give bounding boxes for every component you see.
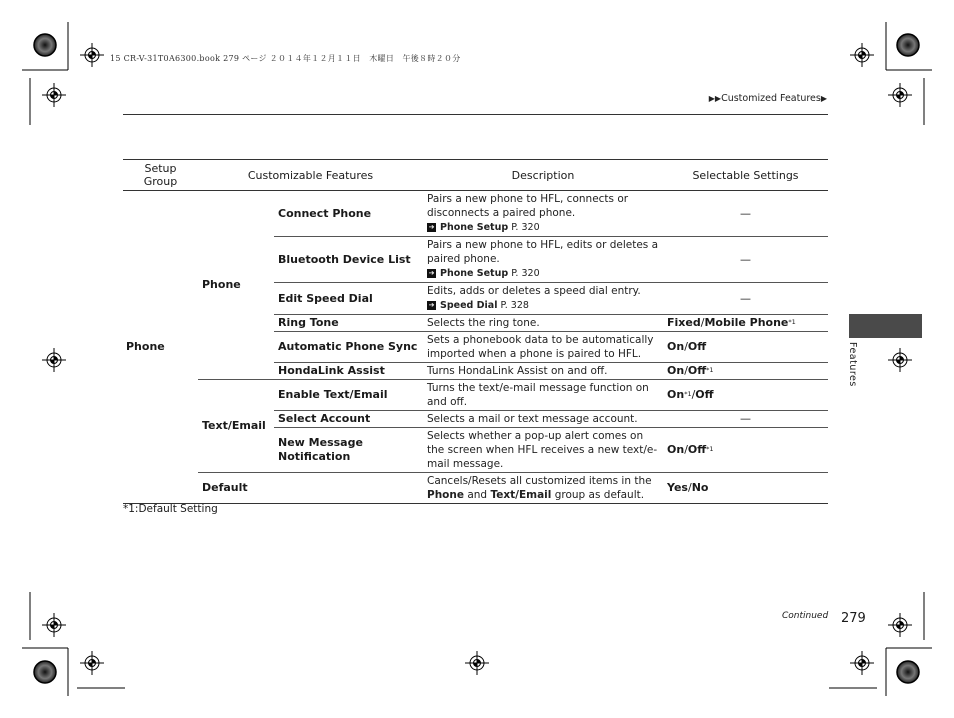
cross-reference[interactable]: ➔ Speed Dial P. 328	[428, 300, 529, 311]
starburst-mark	[897, 34, 919, 56]
cross-reference[interactable]: ➔ Phone Setup P. 320	[428, 222, 540, 233]
subgroup-cell-phone: Phone	[198, 191, 274, 380]
setting-cell: Yes/No	[663, 473, 828, 504]
cross-reference[interactable]: ➔ Phone Setup P. 320	[428, 268, 540, 279]
feature-bluetooth-device-list: Bluetooth Device List	[274, 237, 423, 283]
feature-enable-text-email: Enable Text/Email	[274, 380, 423, 411]
header-description: Description	[423, 160, 663, 191]
breadcrumb-label: Customized Features	[721, 93, 821, 104]
starburst-mark	[897, 661, 919, 683]
footnote-marker: *1	[788, 318, 796, 326]
setting-cell: —	[663, 191, 828, 237]
description-cell: Pairs a new phone to HFL, connects or disconnects a paired phone. ➔ Phone Setup P. 320	[423, 191, 663, 237]
feature-connect-phone: Connect Phone	[274, 191, 423, 237]
registration-mark	[465, 651, 489, 675]
continued-label: Continued	[782, 611, 829, 621]
section-tab-label: Features	[847, 342, 858, 387]
registration-mark	[42, 613, 66, 637]
page-number: 279	[841, 611, 866, 626]
print-header: 15 CR-V-31T0A6300.book 279 ページ ２０１４年１２月１１日 木曜日 午後８時２０分	[110, 54, 461, 63]
setting-cell: On/Off	[663, 332, 828, 363]
subgroup-cell-text-email: Text/Email	[198, 380, 274, 473]
description-cell: Turns the text/e-mail message function on and off.	[423, 380, 663, 411]
feature-select-account: Select Account	[274, 411, 423, 428]
double-triangle-icon: ▶▶	[708, 94, 722, 103]
description-cell: Cancels/Resets all customized items in the Phone and Text/Email group as default.	[423, 473, 663, 504]
feature-edit-speed-dial: Edit Speed Dial	[274, 283, 423, 315]
group-cell-phone: Phone	[123, 191, 198, 504]
registration-mark	[80, 651, 104, 675]
registration-mark	[888, 83, 912, 107]
feature-automatic-phone-sync: Automatic Phone Sync	[274, 332, 423, 363]
description-cell: Edits, adds or deletes a speed dial entry. ➔ Speed Dial P. 328	[423, 283, 663, 315]
description-cell: Pairs a new phone to HFL, edits or deletes a paired phone. ➔ Phone Setup P. 320	[423, 237, 663, 283]
registration-mark	[42, 348, 66, 372]
description-cell: Selects whether a pop-up alert comes on the screen when HFL receives a new text/e-mail message.	[423, 428, 663, 473]
starburst-mark	[34, 34, 56, 56]
feature-ring-tone: Ring Tone	[274, 315, 423, 332]
setting-cell: On/Off$^{*1}$	[663, 428, 828, 473]
setting-cell: —	[663, 237, 828, 283]
setting-cell: —	[663, 283, 828, 315]
setting-cell: On/Off$^{*1}$	[663, 363, 828, 380]
registration-mark	[888, 348, 912, 372]
description-cell: Selects the ring tone.	[423, 315, 663, 332]
description-cell: Turns HondaLink Assist on and off.	[423, 363, 663, 380]
registration-mark	[850, 651, 874, 675]
feature-new-message-notification: New Message Notification	[274, 428, 423, 473]
setting-cell: —	[663, 411, 828, 428]
registration-mark	[888, 613, 912, 637]
reference-arrow-icon: ➔	[428, 301, 435, 309]
footnote: *1:Default Setting	[123, 503, 218, 515]
footnote-marker: *1	[706, 366, 714, 374]
crop-lines	[22, 22, 932, 696]
registration-mark	[42, 83, 66, 107]
footnote-marker: *1	[706, 445, 714, 453]
footnote-marker: *1	[684, 390, 692, 398]
header-setup-group: Setup Group	[123, 160, 198, 191]
registration-mark	[80, 43, 104, 67]
setting-cell: On$^{*1}$/Off	[663, 380, 828, 411]
triangle-right-icon: ▶	[820, 94, 827, 103]
description-cell: Sets a phonebook data to be automatically imported when a phone is paired to HFL.	[423, 332, 663, 363]
feature-hondalink-assist: HondaLink Assist	[274, 363, 423, 380]
subgroup-cell-default: Default	[198, 473, 423, 504]
description-cell: Selects a mail or text message account.	[423, 411, 663, 428]
reference-arrow-icon: ➔	[428, 269, 435, 277]
setting-cell: Fixed/Mobile Phone$^{*1}$	[663, 315, 828, 332]
reference-arrow-icon: ➔	[428, 223, 435, 231]
header-customizable-features: Customizable Features	[198, 160, 423, 191]
registration-mark	[850, 43, 874, 67]
starburst-mark	[34, 661, 56, 683]
header-selectable-settings: Selectable Settings	[663, 160, 828, 191]
